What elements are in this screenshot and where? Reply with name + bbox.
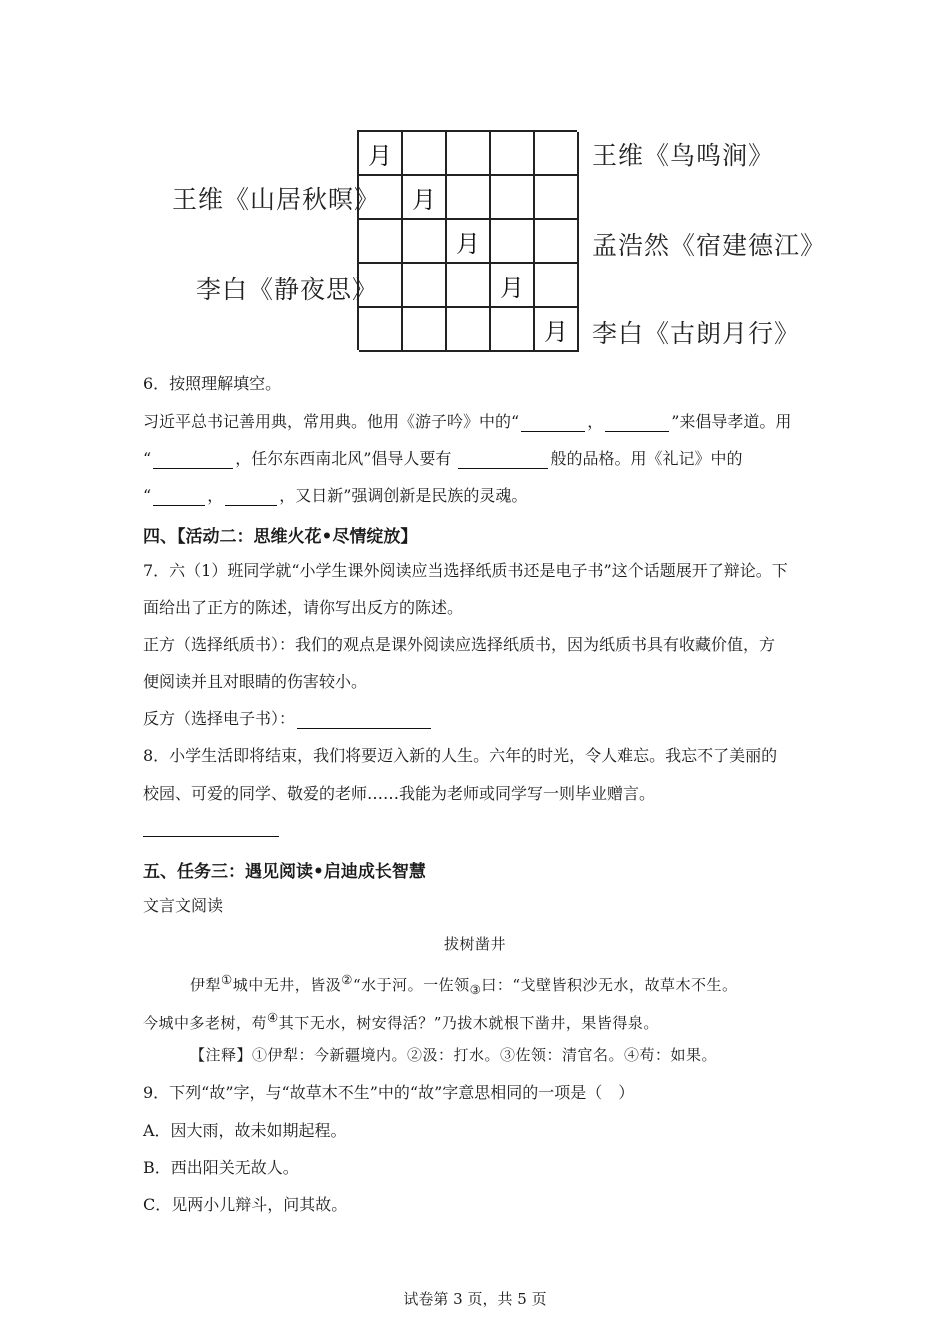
q7-line-1: 7．六（1）班同学就“小学生课外阅读应当选择纸质书还是电子书”这个话题展开了辩论。下 xyxy=(143,561,788,580)
classical-text: 今城中多老树，苟 xyxy=(143,1014,268,1032)
poem-label-left-2: 李白《静夜思》 xyxy=(196,275,379,304)
grid-cell xyxy=(447,132,491,176)
reading-label: 文言文阅读 xyxy=(143,896,224,915)
q7-line-5 xyxy=(143,709,433,729)
moon-grid-figure xyxy=(357,130,577,350)
q6-text: ”来倡导孝道。用 xyxy=(671,412,792,431)
q6-text: 习近平总书记善用典，常用典。他用《游子吟》中的“ xyxy=(143,412,520,431)
q6-text: “ xyxy=(143,449,152,468)
footnote-marker: ③ xyxy=(469,982,482,997)
q6-title: 6．按照理解填空。 xyxy=(143,374,282,393)
q6-text: ，又日新”强调创新是民族的灵魂。 xyxy=(279,486,528,505)
grid-cell xyxy=(359,308,403,352)
footnote-marker: ① xyxy=(221,972,233,987)
answer-blank[interactable] xyxy=(458,452,548,469)
footnote-marker: ④ xyxy=(267,1010,279,1025)
poem-label-right-2: 孟浩然《宿建德江》 xyxy=(592,231,827,260)
poem-label-right-3: 李白《古朗月行》 xyxy=(592,319,801,348)
grid-cell-moon: 月 xyxy=(491,264,535,308)
grid-cell xyxy=(359,220,403,264)
classical-notes: 【注释】①伊犁：今新疆境内。②汲：打水。③佐领：清官名。④苟：如果。 xyxy=(190,1046,718,1064)
answer-blank[interactable] xyxy=(605,415,669,432)
q6-text: ，任尔东西南北风”倡导人要有 xyxy=(235,449,452,468)
answer-blank[interactable] xyxy=(153,489,205,506)
grid-cell-moon: 月 xyxy=(535,308,579,352)
q7-line-2: 面给出了正方的陈述，请你写出反方的陈述。 xyxy=(143,598,464,617)
grid-cell xyxy=(491,132,535,176)
grid-cell xyxy=(447,264,491,308)
poem-label-right-1: 王维《鸟鸣涧》 xyxy=(592,141,775,170)
classical-title: 拔树凿井 xyxy=(443,935,506,953)
footnote-marker: ② xyxy=(341,972,353,987)
grid-cell xyxy=(535,264,579,308)
grid-cell xyxy=(491,220,535,264)
grid-cell xyxy=(535,132,579,176)
grid-cell xyxy=(403,132,447,176)
answer-blank[interactable] xyxy=(297,712,431,729)
q9-option-a[interactable]: A．因大雨，故未如期起程。 xyxy=(143,1121,347,1140)
grid-cell-moon: 月 xyxy=(359,132,403,176)
classical-line-1 xyxy=(190,970,738,1000)
q7-line-4: 便阅读并且对眼睛的伤害较小。 xyxy=(143,672,368,691)
answer-blank[interactable] xyxy=(153,452,233,469)
grid-cell xyxy=(403,220,447,264)
answer-line[interactable] xyxy=(143,836,279,837)
grid-cell xyxy=(491,308,535,352)
q6-text: 般的品格。用《礼记》中的 xyxy=(550,449,743,468)
q9-stem: 9．下列“故”字，与“故草木不生”中的“故”字意思相同的一项是（ ） xyxy=(143,1083,635,1102)
q6-text: ， xyxy=(207,486,224,505)
q7-text: 反方（选择电子书）： xyxy=(143,709,296,728)
q6-text: ， xyxy=(587,412,604,431)
q8-line-2: 校园、可爱的同学、敬爱的老师……我能为老师或同学写一则毕业赠言。 xyxy=(143,784,656,803)
grid-cell xyxy=(447,176,491,220)
grid-cell-moon: 月 xyxy=(403,176,447,220)
poem-label-left-1: 王维《山居秋暝》 xyxy=(172,185,381,214)
classical-text: 曰：“戈壁皆积沙无水，故草木不生。 xyxy=(481,976,738,994)
grid-cell xyxy=(403,308,447,352)
q6-line-1 xyxy=(143,412,791,432)
section-heading-5: 五、任务三：遇见阅读•启迪成长智慧 xyxy=(143,862,426,882)
grid-cell xyxy=(447,308,491,352)
grid-cell xyxy=(535,220,579,264)
grid-cell xyxy=(491,176,535,220)
grid-cell xyxy=(403,264,447,308)
grid-cell xyxy=(535,176,579,220)
page-footer: 试卷第 3 页，共 5 页 xyxy=(403,1290,547,1308)
classical-text: 伊犁 xyxy=(190,976,222,994)
q9-option-b[interactable]: B．西出阳关无故人。 xyxy=(143,1158,299,1177)
q6-line-2 xyxy=(143,449,742,469)
classical-text: 其下无水，树安得活？”乃拔木就根下凿井，果皆得泉。 xyxy=(278,1014,659,1032)
grid-cell-moon: 月 xyxy=(447,220,491,264)
section-heading-4: 四、【活动二：思维火花•尽情绽放】 xyxy=(143,527,418,547)
q9-option-c[interactable]: C．见两小儿辩斗，问其故。 xyxy=(143,1195,348,1214)
answer-blank[interactable] xyxy=(225,489,277,506)
q8-line-1: 8．小学生活即将结束，我们将要迈入新的人生。六年的时光，令人难忘。我忘不了美丽的 xyxy=(143,746,778,765)
classical-text: “水于河。一佐领 xyxy=(352,976,470,994)
classical-text: 城中无井，皆汲 xyxy=(232,976,342,994)
answer-blank[interactable] xyxy=(521,415,585,432)
q7-line-3: 正方（选择纸质书）：我们的观点是课外阅读应选择纸质书，因为纸质书具有收藏价值，方 xyxy=(143,635,776,654)
q6-line-3 xyxy=(143,486,527,506)
classical-line-2 xyxy=(143,1008,659,1033)
q6-text: “ xyxy=(143,486,152,505)
